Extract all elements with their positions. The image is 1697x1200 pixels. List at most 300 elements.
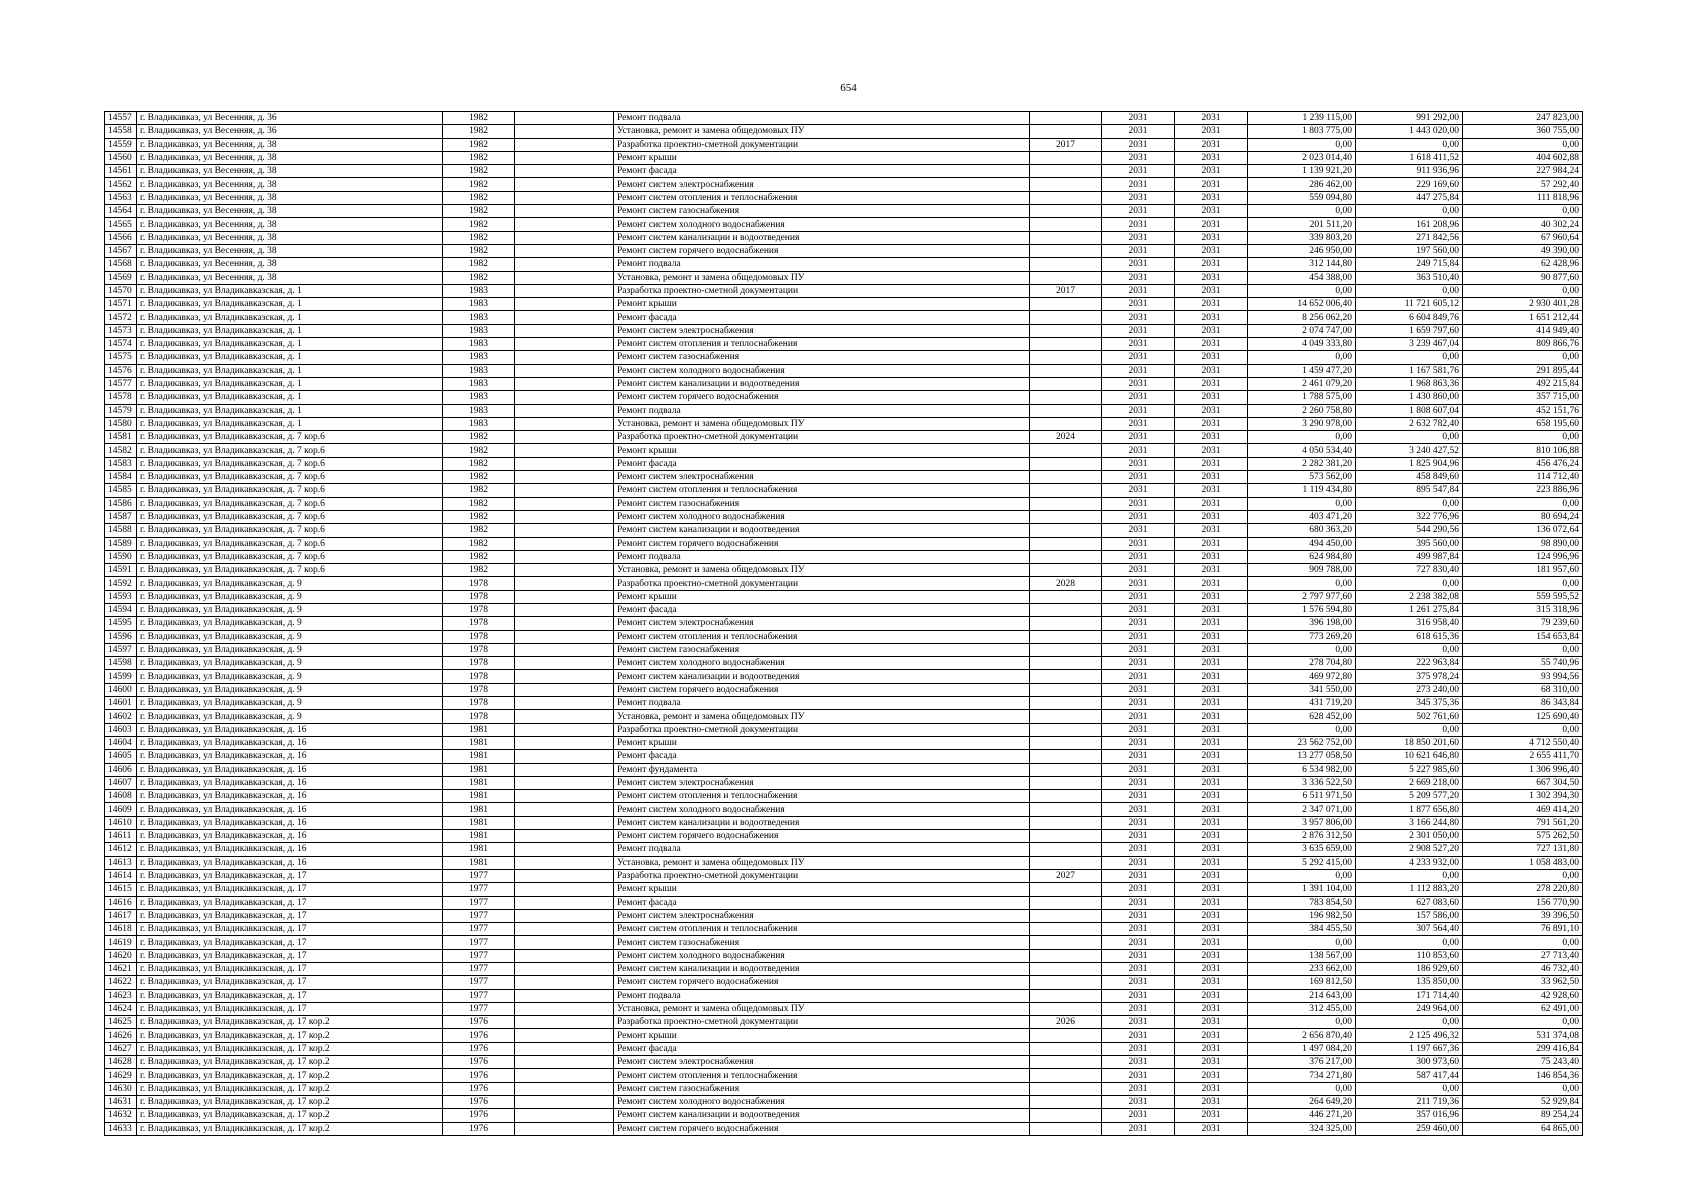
- plan-year-cell: [1030, 1122, 1102, 1135]
- blank-column-cell: [515, 776, 614, 789]
- fund-amount-cell: 0,00: [1356, 351, 1463, 364]
- build-year-cell: 1981: [443, 790, 515, 803]
- row-number-cell: 14577: [105, 377, 137, 390]
- fund-amount-cell: 0,00: [1356, 577, 1463, 590]
- fund-amount-cell: 0,00: [1356, 1082, 1463, 1095]
- blank-column-cell: [515, 537, 614, 550]
- total-cost-cell: 286 462,00: [1248, 178, 1356, 191]
- fund-amount-cell: 1 167 581,76: [1356, 364, 1463, 377]
- blank-column-cell: [515, 657, 614, 670]
- row-number-cell: 14619: [105, 936, 137, 949]
- row-number-cell: 14600: [105, 683, 137, 696]
- address-cell: г. Владикавказ, ул Владикавказская, д. 17 кор.2: [137, 1042, 443, 1055]
- fund-amount-cell: 110 853,60: [1356, 949, 1463, 962]
- work-type-cell: Ремонт крыши: [614, 444, 1030, 457]
- plan-year-cell: [1030, 963, 1102, 976]
- plan-year-cell: [1030, 896, 1102, 909]
- end-year-cell: 2031: [1175, 1082, 1248, 1095]
- work-type-cell: Ремонт систем электроснабжения: [614, 178, 1030, 191]
- owner-amount-cell: 0,00: [1463, 205, 1583, 218]
- start-year-cell: 2031: [1102, 218, 1175, 231]
- start-year-cell: 2031: [1102, 510, 1175, 523]
- plan-year-cell: [1030, 191, 1102, 204]
- plan-year-cell: [1030, 550, 1102, 563]
- work-type-cell: Ремонт фасада: [614, 603, 1030, 616]
- row-number-cell: 14603: [105, 723, 137, 736]
- blank-column-cell: [515, 112, 614, 125]
- blank-column-cell: [515, 151, 614, 164]
- blank-column-cell: [515, 869, 614, 882]
- work-type-cell: Ремонт систем газоснабжения: [614, 1082, 1030, 1095]
- work-type-cell: Ремонт систем горячего водоснабжения: [614, 244, 1030, 257]
- plan-year-cell: [1030, 484, 1102, 497]
- blank-column-cell: [515, 856, 614, 869]
- start-year-cell: 2031: [1102, 590, 1175, 603]
- row-number-cell: 14599: [105, 670, 137, 683]
- table-row: [105, 963, 1583, 976]
- table-row: [105, 830, 1583, 843]
- total-cost-cell: 0,00: [1248, 284, 1356, 297]
- table-row: [105, 763, 1583, 776]
- table-row: [105, 338, 1583, 351]
- blank-column-cell: [515, 165, 614, 178]
- address-cell: г. Владикавказ, ул Владикавказская, д. 17: [137, 909, 443, 922]
- start-year-cell: 2031: [1102, 909, 1175, 922]
- build-year-cell: 1978: [443, 590, 515, 603]
- blank-column-cell: [515, 231, 614, 244]
- fund-amount-cell: 3 166 244,80: [1356, 816, 1463, 829]
- blank-column-cell: [515, 431, 614, 444]
- total-cost-cell: 431 719,20: [1248, 697, 1356, 710]
- plan-year-cell: [1030, 590, 1102, 603]
- plan-year-cell: 2017: [1030, 284, 1102, 297]
- row-number-cell: 14564: [105, 205, 137, 218]
- owner-amount-cell: 124 996,96: [1463, 550, 1583, 563]
- build-year-cell: 1982: [443, 431, 515, 444]
- table-row: [105, 750, 1583, 763]
- address-cell: г. Владикавказ, ул Владикавказская, д. 17: [137, 923, 443, 936]
- row-number-cell: 14559: [105, 138, 137, 151]
- row-number-cell: 14567: [105, 244, 137, 257]
- start-year-cell: 2031: [1102, 630, 1175, 643]
- end-year-cell: 2031: [1175, 1069, 1248, 1082]
- end-year-cell: 2031: [1175, 936, 1248, 949]
- fund-amount-cell: 0,00: [1356, 497, 1463, 510]
- row-number-cell: 14621: [105, 963, 137, 976]
- table-row: [105, 284, 1583, 297]
- total-cost-cell: 3 635 659,00: [1248, 843, 1356, 856]
- total-cost-cell: 0,00: [1248, 723, 1356, 736]
- build-year-cell: 1982: [443, 151, 515, 164]
- address-cell: г. Владикавказ, ул Владикавказская, д. 1: [137, 351, 443, 364]
- total-cost-cell: 312 455,00: [1248, 1002, 1356, 1015]
- row-number-cell: 14582: [105, 444, 137, 457]
- owner-amount-cell: 181 957,60: [1463, 564, 1583, 577]
- total-cost-cell: 278 704,80: [1248, 657, 1356, 670]
- table-row: [105, 883, 1583, 896]
- plan-year-cell: [1030, 936, 1102, 949]
- start-year-cell: 2031: [1102, 258, 1175, 271]
- table-row: [105, 431, 1583, 444]
- total-cost-cell: 1 459 477,20: [1248, 364, 1356, 377]
- end-year-cell: 2031: [1175, 949, 1248, 962]
- total-cost-cell: 2 797 977,60: [1248, 590, 1356, 603]
- fund-amount-cell: 271 842,56: [1356, 231, 1463, 244]
- end-year-cell: 2031: [1175, 869, 1248, 882]
- end-year-cell: 2031: [1175, 830, 1248, 843]
- start-year-cell: 2031: [1102, 723, 1175, 736]
- row-number-cell: 14566: [105, 231, 137, 244]
- address-cell: г. Владикавказ, ул Владикавказская, д. 1: [137, 377, 443, 390]
- plan-year-cell: [1030, 763, 1102, 776]
- owner-amount-cell: 727 131,80: [1463, 843, 1583, 856]
- plan-year-cell: [1030, 949, 1102, 962]
- build-year-cell: 1978: [443, 643, 515, 656]
- work-type-cell: Ремонт систем газоснабжения: [614, 351, 1030, 364]
- start-year-cell: 2031: [1102, 816, 1175, 829]
- plan-year-cell: [1030, 311, 1102, 324]
- plan-year-cell: [1030, 976, 1102, 989]
- row-number-cell: 14616: [105, 896, 137, 909]
- end-year-cell: 2031: [1175, 843, 1248, 856]
- build-year-cell: 1977: [443, 923, 515, 936]
- row-number-cell: 14563: [105, 191, 137, 204]
- fund-amount-cell: 0,00: [1356, 138, 1463, 151]
- owner-amount-cell: 575 262,50: [1463, 830, 1583, 843]
- blank-column-cell: [515, 590, 614, 603]
- owner-amount-cell: 0,00: [1463, 869, 1583, 882]
- end-year-cell: 2031: [1175, 231, 1248, 244]
- end-year-cell: 2031: [1175, 484, 1248, 497]
- total-cost-cell: 138 567,00: [1248, 949, 1356, 962]
- row-number-cell: 14571: [105, 298, 137, 311]
- fund-amount-cell: 307 564,40: [1356, 923, 1463, 936]
- table-row: [105, 936, 1583, 949]
- start-year-cell: 2031: [1102, 112, 1175, 125]
- blank-column-cell: [515, 1095, 614, 1108]
- end-year-cell: 2031: [1175, 883, 1248, 896]
- owner-amount-cell: 456 476,24: [1463, 457, 1583, 470]
- end-year-cell: 2031: [1175, 736, 1248, 749]
- owner-amount-cell: 559 595,52: [1463, 590, 1583, 603]
- owner-amount-cell: 0,00: [1463, 936, 1583, 949]
- end-year-cell: 2031: [1175, 444, 1248, 457]
- row-number-cell: 14579: [105, 404, 137, 417]
- fund-amount-cell: 316 958,40: [1356, 617, 1463, 630]
- row-number-cell: 14584: [105, 471, 137, 484]
- build-year-cell: 1983: [443, 364, 515, 377]
- fund-amount-cell: 1 825 904,96: [1356, 457, 1463, 470]
- end-year-cell: 2031: [1175, 284, 1248, 297]
- build-year-cell: 1982: [443, 125, 515, 138]
- build-year-cell: 1982: [443, 112, 515, 125]
- page-number: 654: [840, 82, 857, 94]
- address-cell: г. Владикавказ, ул Владикавказская, д. 7 кор.6: [137, 524, 443, 537]
- table-row: [105, 1029, 1583, 1042]
- start-year-cell: 2031: [1102, 298, 1175, 311]
- row-number-cell: 14558: [105, 125, 137, 138]
- owner-amount-cell: 0,00: [1463, 1016, 1583, 1029]
- table-row: [105, 364, 1583, 377]
- plan-year-cell: [1030, 603, 1102, 616]
- total-cost-cell: 0,00: [1248, 936, 1356, 949]
- fund-amount-cell: 0,00: [1356, 936, 1463, 949]
- work-type-cell: Установка, ремонт и замена общедомовых ПУ: [614, 710, 1030, 723]
- total-cost-cell: 1 119 434,80: [1248, 484, 1356, 497]
- owner-amount-cell: 52 929,84: [1463, 1095, 1583, 1108]
- end-year-cell: 2031: [1175, 816, 1248, 829]
- total-cost-cell: 13 277 058,50: [1248, 750, 1356, 763]
- start-year-cell: 2031: [1102, 537, 1175, 550]
- plan-year-cell: [1030, 1002, 1102, 1015]
- plan-year-cell: [1030, 218, 1102, 231]
- address-cell: г. Владикавказ, ул Владикавказская, д. 16: [137, 816, 443, 829]
- start-year-cell: 2031: [1102, 191, 1175, 204]
- end-year-cell: 2031: [1175, 803, 1248, 816]
- blank-column-cell: [515, 1029, 614, 1042]
- row-number-cell: 14580: [105, 417, 137, 430]
- work-type-cell: Ремонт подвала: [614, 258, 1030, 271]
- total-cost-cell: 8 256 062,20: [1248, 311, 1356, 324]
- table-row: [105, 564, 1583, 577]
- total-cost-cell: 0,00: [1248, 497, 1356, 510]
- start-year-cell: 2031: [1102, 284, 1175, 297]
- address-cell: г. Владикавказ, ул Владикавказская, д. 17: [137, 896, 443, 909]
- plan-year-cell: [1030, 1056, 1102, 1069]
- table-row: [105, 497, 1583, 510]
- owner-amount-cell: 68 310,00: [1463, 683, 1583, 696]
- owner-amount-cell: 111 818,96: [1463, 191, 1583, 204]
- row-number-cell: 14597: [105, 643, 137, 656]
- total-cost-cell: 14 652 006,40: [1248, 298, 1356, 311]
- owner-amount-cell: 291 895,44: [1463, 364, 1583, 377]
- table-row: [105, 1095, 1583, 1108]
- row-number-cell: 14598: [105, 657, 137, 670]
- end-year-cell: 2031: [1175, 524, 1248, 537]
- build-year-cell: 1977: [443, 869, 515, 882]
- build-year-cell: 1982: [443, 484, 515, 497]
- end-year-cell: 2031: [1175, 896, 1248, 909]
- start-year-cell: 2031: [1102, 471, 1175, 484]
- end-year-cell: 2031: [1175, 1029, 1248, 1042]
- build-year-cell: 1982: [443, 444, 515, 457]
- build-year-cell: 1981: [443, 856, 515, 869]
- build-year-cell: 1978: [443, 683, 515, 696]
- end-year-cell: 2031: [1175, 417, 1248, 430]
- build-year-cell: 1982: [443, 205, 515, 218]
- owner-amount-cell: 90 877,60: [1463, 271, 1583, 284]
- fund-amount-cell: 1 112 883,20: [1356, 883, 1463, 896]
- row-number-cell: 14565: [105, 218, 137, 231]
- start-year-cell: 2031: [1102, 976, 1175, 989]
- blank-column-cell: [515, 617, 614, 630]
- end-year-cell: 2031: [1175, 391, 1248, 404]
- row-number-cell: 14620: [105, 949, 137, 962]
- build-year-cell: 1982: [443, 524, 515, 537]
- work-type-cell: Установка, ремонт и замена общедомовых ПУ: [614, 417, 1030, 430]
- blank-column-cell: [515, 630, 614, 643]
- end-year-cell: 2031: [1175, 590, 1248, 603]
- row-number-cell: 14557: [105, 112, 137, 125]
- build-year-cell: 1976: [443, 1095, 515, 1108]
- plan-year-cell: [1030, 244, 1102, 257]
- address-cell: г. Владикавказ, ул Владикавказская, д. 9: [137, 617, 443, 630]
- owner-amount-cell: 93 994,56: [1463, 670, 1583, 683]
- address-cell: г. Владикавказ, ул Владикавказская, д. 1: [137, 391, 443, 404]
- total-cost-cell: 0,00: [1248, 205, 1356, 218]
- start-year-cell: 2031: [1102, 324, 1175, 337]
- table-row: [105, 736, 1583, 749]
- work-type-cell: Ремонт подвала: [614, 697, 1030, 710]
- repair-program-table: [104, 111, 1583, 1136]
- owner-amount-cell: 156 770,90: [1463, 896, 1583, 909]
- build-year-cell: 1982: [443, 165, 515, 178]
- owner-amount-cell: 0,00: [1463, 351, 1583, 364]
- fund-amount-cell: 0,00: [1356, 431, 1463, 444]
- work-type-cell: Ремонт систем отопления и теплоснабжения: [614, 923, 1030, 936]
- owner-amount-cell: 1 651 212,44: [1463, 311, 1583, 324]
- row-number-cell: 14560: [105, 151, 137, 164]
- blank-column-cell: [515, 670, 614, 683]
- table-row: [105, 391, 1583, 404]
- address-cell: г. Владикавказ, ул Владикавказская, д. 17: [137, 949, 443, 962]
- build-year-cell: 1978: [443, 617, 515, 630]
- fund-amount-cell: 2 632 782,40: [1356, 417, 1463, 430]
- owner-amount-cell: 1 306 996,40: [1463, 763, 1583, 776]
- blank-column-cell: [515, 949, 614, 962]
- blank-column-cell: [515, 816, 614, 829]
- owner-amount-cell: 27 713,40: [1463, 949, 1583, 962]
- start-year-cell: 2031: [1102, 1002, 1175, 1015]
- address-cell: г. Владикавказ, ул Владикавказская, д. 1: [137, 404, 443, 417]
- work-type-cell: Ремонт систем отопления и теплоснабжения: [614, 338, 1030, 351]
- total-cost-cell: 1 576 594,80: [1248, 603, 1356, 616]
- work-type-cell: Ремонт систем холодного водоснабжения: [614, 364, 1030, 377]
- address-cell: г. Владикавказ, ул Владикавказская, д. 7 кор.6: [137, 550, 443, 563]
- start-year-cell: 2031: [1102, 949, 1175, 962]
- work-type-cell: Ремонт систем электроснабжения: [614, 909, 1030, 922]
- owner-amount-cell: 125 690,40: [1463, 710, 1583, 723]
- total-cost-cell: 2 282 381,20: [1248, 457, 1356, 470]
- build-year-cell: 1978: [443, 657, 515, 670]
- blank-column-cell: [515, 790, 614, 803]
- start-year-cell: 2031: [1102, 710, 1175, 723]
- blank-column-cell: [515, 417, 614, 430]
- row-number-cell: 14585: [105, 484, 137, 497]
- fund-amount-cell: 249 964,00: [1356, 1002, 1463, 1015]
- address-cell: г. Владикавказ, ул Весенняя, д. 38: [137, 258, 443, 271]
- start-year-cell: 2031: [1102, 936, 1175, 949]
- start-year-cell: 2031: [1102, 431, 1175, 444]
- work-type-cell: Ремонт крыши: [614, 151, 1030, 164]
- fund-amount-cell: 6 604 849,76: [1356, 311, 1463, 324]
- address-cell: г. Владикавказ, ул Владикавказская, д. 16: [137, 736, 443, 749]
- work-type-cell: Разработка проектно-сметной документации: [614, 723, 1030, 736]
- owner-amount-cell: 0,00: [1463, 643, 1583, 656]
- build-year-cell: 1981: [443, 776, 515, 789]
- work-type-cell: Ремонт подвала: [614, 404, 1030, 417]
- plan-year-cell: 2017: [1030, 138, 1102, 151]
- address-cell: г. Владикавказ, ул Владикавказская, д. 9: [137, 643, 443, 656]
- table-row: [105, 457, 1583, 470]
- owner-amount-cell: 0,00: [1463, 138, 1583, 151]
- plan-year-cell: [1030, 723, 1102, 736]
- build-year-cell: 1982: [443, 497, 515, 510]
- total-cost-cell: 6 534 982,00: [1248, 763, 1356, 776]
- owner-amount-cell: 57 292,40: [1463, 178, 1583, 191]
- fund-amount-cell: 300 973,60: [1356, 1056, 1463, 1069]
- total-cost-cell: 0,00: [1248, 138, 1356, 151]
- table-row: [105, 165, 1583, 178]
- work-type-cell: Ремонт систем холодного водоснабжения: [614, 510, 1030, 523]
- address-cell: г. Владикавказ, ул Весенняя, д. 38: [137, 231, 443, 244]
- plan-year-cell: [1030, 391, 1102, 404]
- fund-amount-cell: 249 715,84: [1356, 258, 1463, 271]
- fund-amount-cell: 0,00: [1356, 723, 1463, 736]
- total-cost-cell: 2 876 312,50: [1248, 830, 1356, 843]
- blank-column-cell: [515, 484, 614, 497]
- fund-amount-cell: 11 721 605,12: [1356, 298, 1463, 311]
- build-year-cell: 1983: [443, 338, 515, 351]
- total-cost-cell: 233 662,00: [1248, 963, 1356, 976]
- row-number-cell: 14587: [105, 510, 137, 523]
- work-type-cell: Ремонт систем горячего водоснабжения: [614, 830, 1030, 843]
- table-row: [105, 218, 1583, 231]
- row-number-cell: 14595: [105, 617, 137, 630]
- plan-year-cell: [1030, 909, 1102, 922]
- plan-year-cell: [1030, 497, 1102, 510]
- address-cell: г. Владикавказ, ул Весенняя, д. 38: [137, 165, 443, 178]
- end-year-cell: 2031: [1175, 577, 1248, 590]
- row-number-cell: 14562: [105, 178, 137, 191]
- owner-amount-cell: 791 561,20: [1463, 816, 1583, 829]
- blank-column-cell: [515, 338, 614, 351]
- end-year-cell: 2031: [1175, 923, 1248, 936]
- plan-year-cell: [1030, 750, 1102, 763]
- total-cost-cell: 628 452,00: [1248, 710, 1356, 723]
- build-year-cell: 1976: [443, 1016, 515, 1029]
- fund-amount-cell: 273 240,00: [1356, 683, 1463, 696]
- total-cost-cell: 246 950,00: [1248, 244, 1356, 257]
- blank-column-cell: [515, 564, 614, 577]
- plan-year-cell: [1030, 883, 1102, 896]
- row-number-cell: 14570: [105, 284, 137, 297]
- total-cost-cell: 4 049 333,80: [1248, 338, 1356, 351]
- table-row: [105, 923, 1583, 936]
- start-year-cell: 2031: [1102, 603, 1175, 616]
- table-row: [105, 377, 1583, 390]
- address-cell: г. Владикавказ, ул Владикавказская, д. 17 кор.2: [137, 1016, 443, 1029]
- total-cost-cell: 1 497 084,20: [1248, 1042, 1356, 1055]
- fund-amount-cell: 911 936,96: [1356, 165, 1463, 178]
- plan-year-cell: [1030, 471, 1102, 484]
- table-row: [105, 444, 1583, 457]
- fund-amount-cell: 618 615,36: [1356, 630, 1463, 643]
- total-cost-cell: 680 363,20: [1248, 524, 1356, 537]
- blank-column-cell: [515, 830, 614, 843]
- address-cell: г. Владикавказ, ул Владикавказская, д. 9: [137, 630, 443, 643]
- end-year-cell: 2031: [1175, 564, 1248, 577]
- owner-amount-cell: 89 254,24: [1463, 1109, 1583, 1122]
- plan-year-cell: [1030, 736, 1102, 749]
- blank-column-cell: [515, 324, 614, 337]
- row-number-cell: 14613: [105, 856, 137, 869]
- end-year-cell: 2031: [1175, 244, 1248, 257]
- plan-year-cell: [1030, 923, 1102, 936]
- start-year-cell: 2031: [1102, 617, 1175, 630]
- owner-amount-cell: 531 374,08: [1463, 1029, 1583, 1042]
- row-number-cell: 14630: [105, 1082, 137, 1095]
